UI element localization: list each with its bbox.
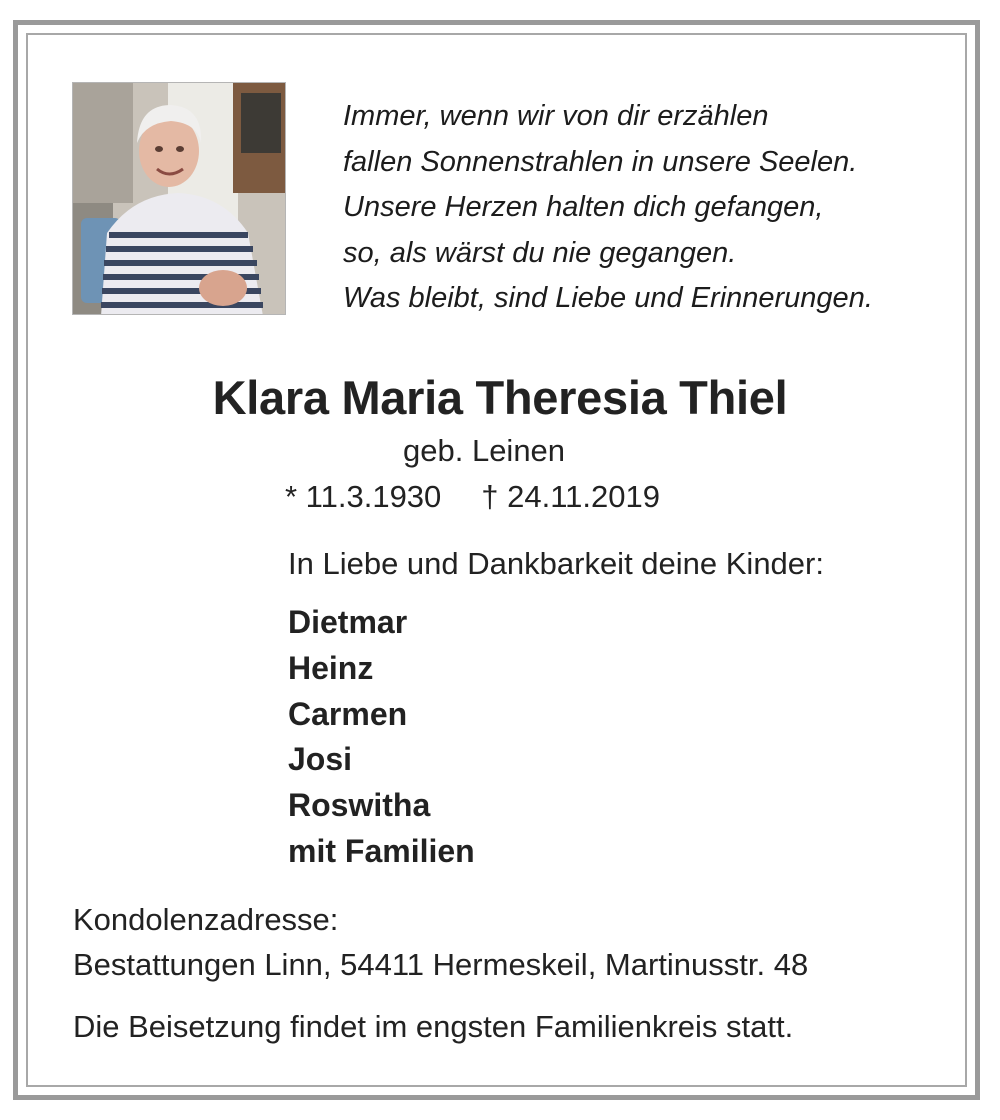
child-name: Dietmar: [288, 604, 408, 640]
maiden-name: geb. Leinen: [403, 433, 566, 468]
child-name: Carmen: [288, 695, 408, 732]
condolence-address: Bestattungen Linn, 54411 Hermeskeil, Martinusstr. 48: [73, 947, 809, 982]
mourners-intro: In Liebe und Dankbarkeit deine Kinder:: [288, 546, 824, 581]
memorial-poem: [343, 94, 963, 322]
poem-line: Immer, wenn wir von dir erzählen: [343, 100, 769, 132]
child-name: Roswitha: [288, 787, 431, 824]
poem-line: so, als wärst du nie gegangen.: [343, 236, 737, 269]
child-name: mit Familien: [288, 832, 475, 869]
children-list: [288, 600, 475, 875]
child-name: Josi: [288, 741, 353, 778]
poem-line: fallen Sonnenstrahlen in unsere Seelen.: [343, 145, 858, 178]
birth-date: * 11.3.1930: [285, 479, 442, 514]
portrait-photo: [72, 82, 286, 315]
child-name: Heinz: [288, 649, 374, 686]
condolence-label: Kondolenzadresse:: [73, 902, 339, 937]
burial-note: Die Beisetzung findet im engsten Familienkreis statt.: [73, 1009, 794, 1044]
deceased-name: Klara Maria Theresia Thiel: [212, 371, 788, 424]
death-date: † 24.11.2019: [481, 479, 661, 514]
poem-line: Was bleibt, sind Liebe und Erinnerungen.: [343, 282, 873, 315]
condolence-block: [73, 897, 808, 987]
poem-line: Unsere Herzen halten dich gefangen,: [343, 191, 824, 224]
life-dates: [285, 479, 660, 515]
